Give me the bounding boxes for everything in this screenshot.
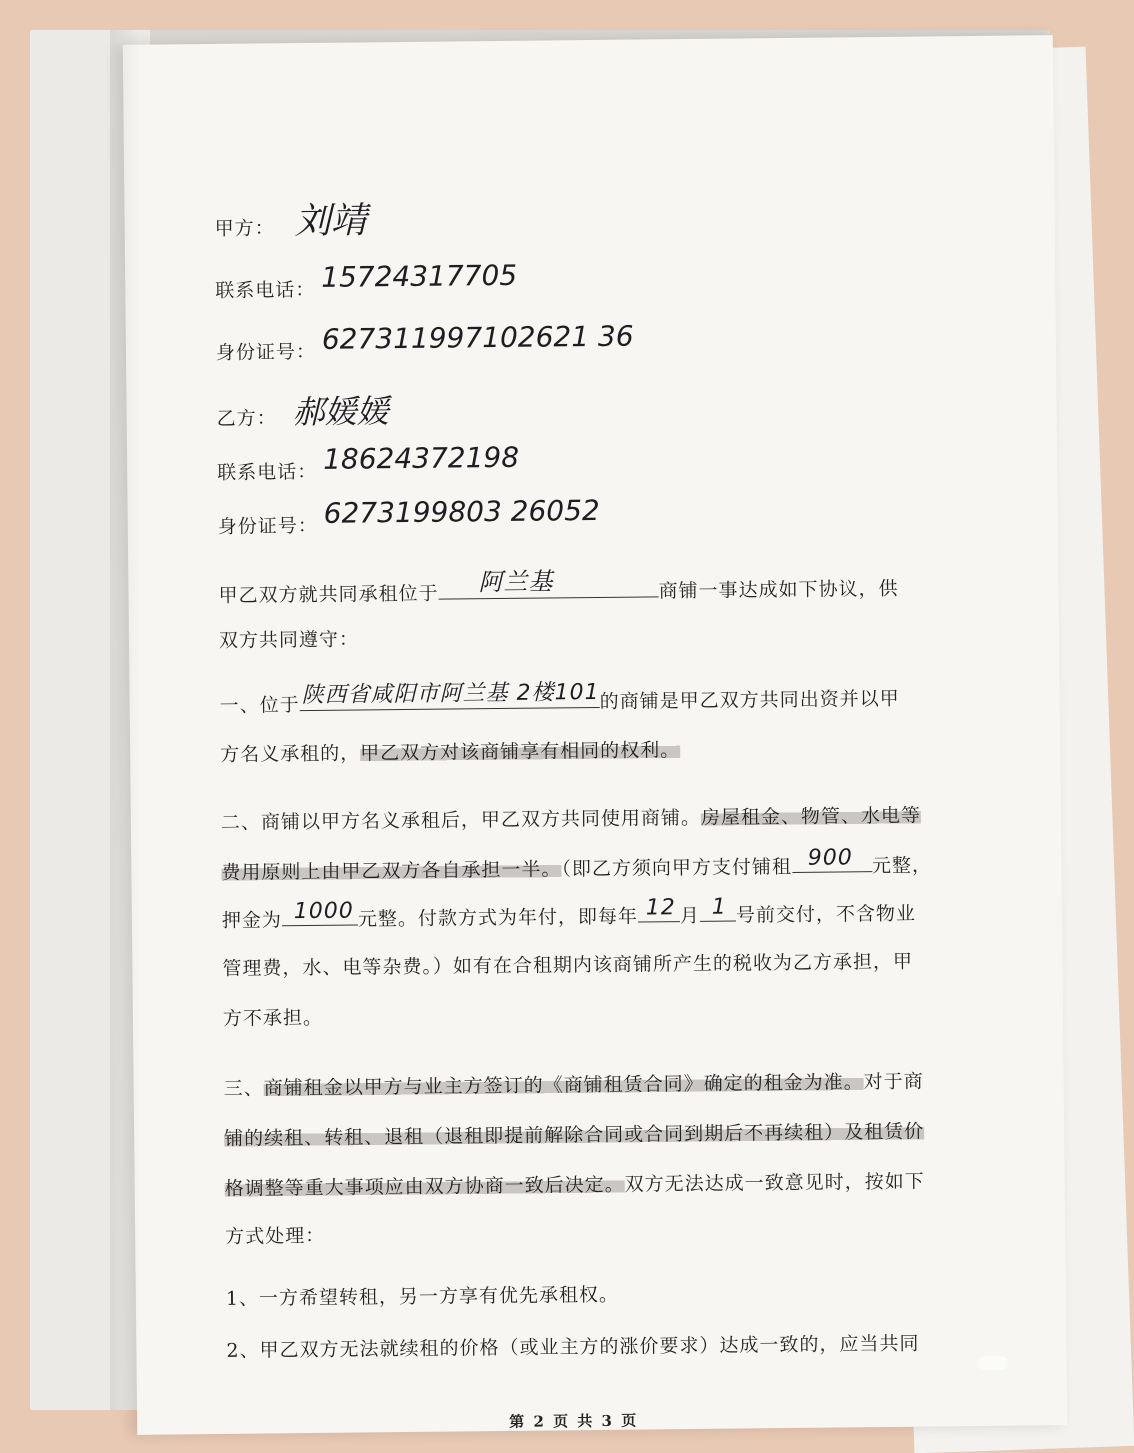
intro-prefix: 甲乙双方就共同承租位于 <box>218 582 439 607</box>
party-b-phone-label: 联系电话： <box>217 460 318 484</box>
clause-3-line-3 <box>225 1167 925 1201</box>
party-a-name: 刘靖 <box>294 200 367 243</box>
clause-3-line-1 <box>224 1067 924 1101</box>
clause-2-text: 二、商铺以甲方名义承租后，甲乙双方共同使用商铺。 <box>220 806 702 834</box>
location-handwritten: 阿兰基 <box>478 567 554 597</box>
rent-blank <box>792 845 872 873</box>
clause-2-highlight: 房屋租金、物管、水电等 <box>700 804 922 829</box>
clause-2-line-1 <box>221 801 921 835</box>
payment-text: 元整。付款方式为年付，即每年 <box>357 905 639 931</box>
deposit-handwritten: 1000 <box>293 898 354 925</box>
clause-2-line-3 <box>221 894 917 933</box>
clause-2-text-3: 元整， <box>871 854 933 878</box>
clause-2-line-4: 管理费，水、电等杂费。）如有在合租期内该商铺所产生的税收为乙方承担，甲 <box>222 950 914 980</box>
intro-line-2: 双方共同遵守： <box>218 628 360 652</box>
clause-1-prefix: 一、位于 <box>219 694 300 717</box>
deposit-blank <box>282 898 358 926</box>
month-unit: 月 <box>679 904 701 928</box>
item-2: 2、甲乙双方无法就续租的价格（或业主方的涨价要求）达成一致的，应当共同 <box>226 1332 920 1362</box>
address-blank <box>300 679 600 711</box>
clause-3-highlight: 商铺租金以甲方与业主方签订的《商铺租赁合同》确定的租金为准。 <box>263 1071 864 1100</box>
fold-shadow <box>110 30 140 1410</box>
rent-handwritten: 900 <box>807 845 853 871</box>
deposit-label: 押金为 <box>221 909 283 932</box>
photo-frame <box>30 30 1050 1431</box>
clause-3-line-2 <box>224 1117 924 1151</box>
clause-1-line-2 <box>220 735 680 767</box>
clause-2-line-2 <box>221 845 933 884</box>
clause-3-highlight-3: 格调整等重大事项应由双方协商一致后决定。 <box>224 1173 625 1200</box>
clause-2-highlight-2: 费用原则上由甲乙双方各自承担一半。 <box>221 858 562 884</box>
address-handwritten: 陕西省咸阳市阿兰基 2楼101 <box>301 679 600 709</box>
day-blank <box>700 894 736 922</box>
party-a-phone-label: 联系电话： <box>215 278 316 302</box>
clause-3-number: 三、 <box>223 1077 264 1100</box>
intro-line-1 <box>218 567 899 608</box>
page-footer: 第 2 页 共 3 页 <box>509 1411 639 1431</box>
party-a-phone: 15724317705 <box>321 258 518 294</box>
contract-page <box>123 35 1068 1435</box>
party-a-id-label: 身份证号： <box>215 340 317 364</box>
party-b-name: 郝媛媛 <box>292 392 389 432</box>
clause-1-text: 方名义承租的， <box>220 742 361 766</box>
clause-1-line-1 <box>219 679 900 718</box>
watermark-badge <box>978 1356 1008 1370</box>
party-a-id: 627311997102621 36 <box>321 319 634 356</box>
clause-3-highlight-2: 铺的续租、转租、退租（退租即提前解除合同或合同到期后不再续租）及租赁价 <box>224 1120 925 1150</box>
clause-1-suffix: 的商铺是甲乙双方共同出资并以甲 <box>599 687 900 713</box>
party-b-id: 6273199803 26052 <box>323 493 600 530</box>
clause-1-highlight: 甲乙双方对该商铺享有相同的权利。 <box>360 739 681 765</box>
month-blank <box>638 895 680 922</box>
party-b-phone: 18624372198 <box>322 440 520 476</box>
party-a-label: 甲方： <box>214 217 275 240</box>
location-blank <box>438 567 658 599</box>
month-handwritten: 12 <box>645 895 676 921</box>
clause-3-line-4: 方式处理： <box>225 1224 326 1248</box>
day-unit-text: 号前交付，不含物业 <box>735 902 917 927</box>
clause-2-line-5: 方不承担。 <box>222 1006 324 1030</box>
party-b-label: 乙方： <box>216 407 277 430</box>
clause-3-text: 对于商 <box>863 1070 924 1094</box>
item-1: 1、一方希望转租，另一方享有优先承租权。 <box>225 1283 620 1310</box>
clause-2-text-2: （即乙方须向甲方支付铺租 <box>561 855 793 881</box>
clause-3-text-2: 双方无法达成一致意见时，按如下 <box>624 1170 925 1196</box>
day-handwritten: 1 <box>711 894 727 920</box>
party-b-id-label: 身份证号： <box>217 514 318 538</box>
intro-suffix: 商铺一事达成如下协议，供 <box>658 577 899 603</box>
